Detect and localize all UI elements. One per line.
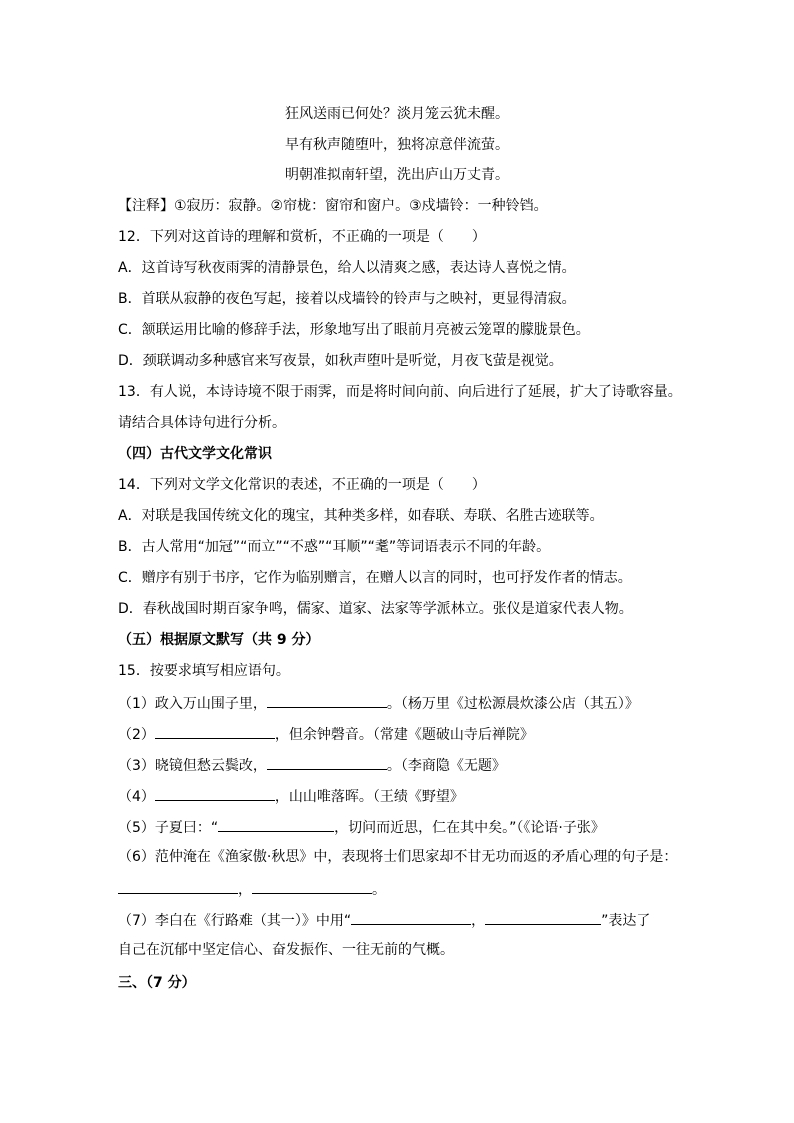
question-15-item-4 bbox=[118, 786, 464, 806]
question-14-stem: 14．下列对文学文化常识的表述，不正确的一项是（ ） bbox=[118, 477, 486, 493]
question-12-option-d: D．颈联调动多种感官来写夜景，如秋声堕叶是听觉，月夜飞萤是视觉。 bbox=[118, 353, 563, 369]
question-15-item-6-line-2 bbox=[118, 879, 386, 899]
item-6-blank-1[interactable] bbox=[118, 879, 238, 894]
question-12-option-a: A．这首诗写秋夜雨霁的清静景色，给人以清爽之感，表达诗人喜悦之情。 bbox=[118, 260, 576, 276]
question-12-option-c: C．颔联运用比喻的修辞手法，形象地写出了眼前月亮被云笼罩的朦胧景色。 bbox=[118, 322, 590, 338]
question-14-option-b: B．古人常用“加冠”“而立”“不惑”“耳顺”“耄”等词语表示不同的年龄。 bbox=[118, 539, 551, 555]
item-7-prefix: （7）李白在《行路难（其一）》中用“ bbox=[118, 913, 352, 929]
poem-line-3: 明朝准拟南轩望，洗出庐山万丈青。 bbox=[285, 167, 509, 183]
section-5-heading: （五）根据原文默写（共 9 分） bbox=[118, 632, 320, 648]
item-6-separator: ， bbox=[238, 882, 252, 898]
question-12-stem: 12．下列对这首诗的理解和赏析，不正确的一项是（ ） bbox=[118, 229, 486, 245]
question-14-option-a: A．对联是我国传统文化的瑰宝，其种类多样，如春联、寿联、名胜古迹联等。 bbox=[118, 508, 604, 524]
item-4-suffix: ，山山唯落晖。（王绩《野望》 bbox=[274, 789, 464, 805]
question-15-item-6-line-1: （6）范仲淹在《渔家傲·秋思》中，表现将士们思家却不甘无功而返的矛盾心理的句子是： bbox=[118, 849, 678, 865]
item-2-blank[interactable] bbox=[155, 724, 275, 739]
question-13-line-1: 13．有人说，本诗诗境不限于雨霁，而是将时间向前、向后进行了延展，扩大了诗歌容量。 bbox=[118, 384, 682, 400]
question-15-item-7-line-1 bbox=[118, 910, 650, 930]
annotation-note: 【注释】①寂历：寂静。②帘栊：窗帘和窗户。③戍墙铃：一种铃铛。 bbox=[118, 198, 548, 214]
item-4-blank[interactable] bbox=[155, 786, 275, 801]
item-2-prefix: （2） bbox=[118, 727, 155, 743]
item-5-prefix: （5）子夏曰：“ bbox=[118, 820, 219, 836]
item-1-suffix: 。（杨万里《过松源晨炊漆公店（其五）》 bbox=[386, 696, 639, 712]
question-12-option-b: B．首联从寂静的夜色写起，接着以戍墙铃的铃声与之映衬，更显得清寂。 bbox=[118, 291, 576, 307]
item-7-middle: ， bbox=[471, 913, 486, 929]
item-2-suffix: ，但余钟磬音。（常建《题破山寺后禅院》 bbox=[274, 727, 534, 743]
item-6-end: 。 bbox=[372, 882, 386, 898]
item-1-prefix: （1）政入万山围子里， bbox=[118, 696, 267, 712]
item-4-prefix: （4） bbox=[118, 789, 155, 805]
section-3-heading: 三、（7 分） bbox=[118, 975, 196, 991]
item-5-blank[interactable] bbox=[218, 817, 334, 832]
item-3-blank[interactable] bbox=[267, 755, 387, 770]
item-3-suffix: 。（李商隐《无题》 bbox=[386, 758, 506, 774]
item-6-blank-2[interactable] bbox=[252, 879, 372, 894]
item-7-suffix: ”表达了 bbox=[601, 913, 651, 929]
question-15-item-7-line-2: 自己在沉郁中坚定信心、奋发振作、一往无前的气概。 bbox=[118, 942, 454, 958]
question-14-option-d: D．春秋战国时期百家争鸣，儒家、道家、法家等学派林立。张仪是道家代表人物。 bbox=[118, 601, 633, 617]
question-15-stem: 15．按要求填写相应语句。 bbox=[118, 663, 290, 679]
question-15-item-2 bbox=[118, 724, 534, 744]
item-3-prefix: （3）晓镜但愁云鬓改， bbox=[118, 758, 267, 774]
question-14-option-c: C．赠序有别于书序，它作为临别赠言，在赠人以言的同时，也可抒发作者的情志。 bbox=[118, 570, 632, 586]
poem-line-2: 早有秋声随堕叶，独将凉意伴流萤。 bbox=[285, 137, 509, 153]
section-4-heading: （四）古代文学文化常识 bbox=[118, 446, 272, 462]
item-1-blank[interactable] bbox=[267, 693, 387, 708]
question-15-item-1 bbox=[118, 693, 639, 713]
question-15-item-5 bbox=[118, 817, 605, 837]
poem-line-1: 狂风送雨已何处？淡月笼云犹未醒。 bbox=[285, 106, 509, 122]
question-15-item-3 bbox=[118, 755, 506, 775]
item-5-suffix: ，切问而近思，仁在其中矣。”（《论语·子张》 bbox=[334, 820, 605, 836]
item-7-blank-1[interactable] bbox=[351, 910, 471, 925]
item-7-blank-2[interactable] bbox=[485, 910, 601, 925]
question-13-line-2: 请结合具体诗句进行分析。 bbox=[118, 415, 286, 431]
